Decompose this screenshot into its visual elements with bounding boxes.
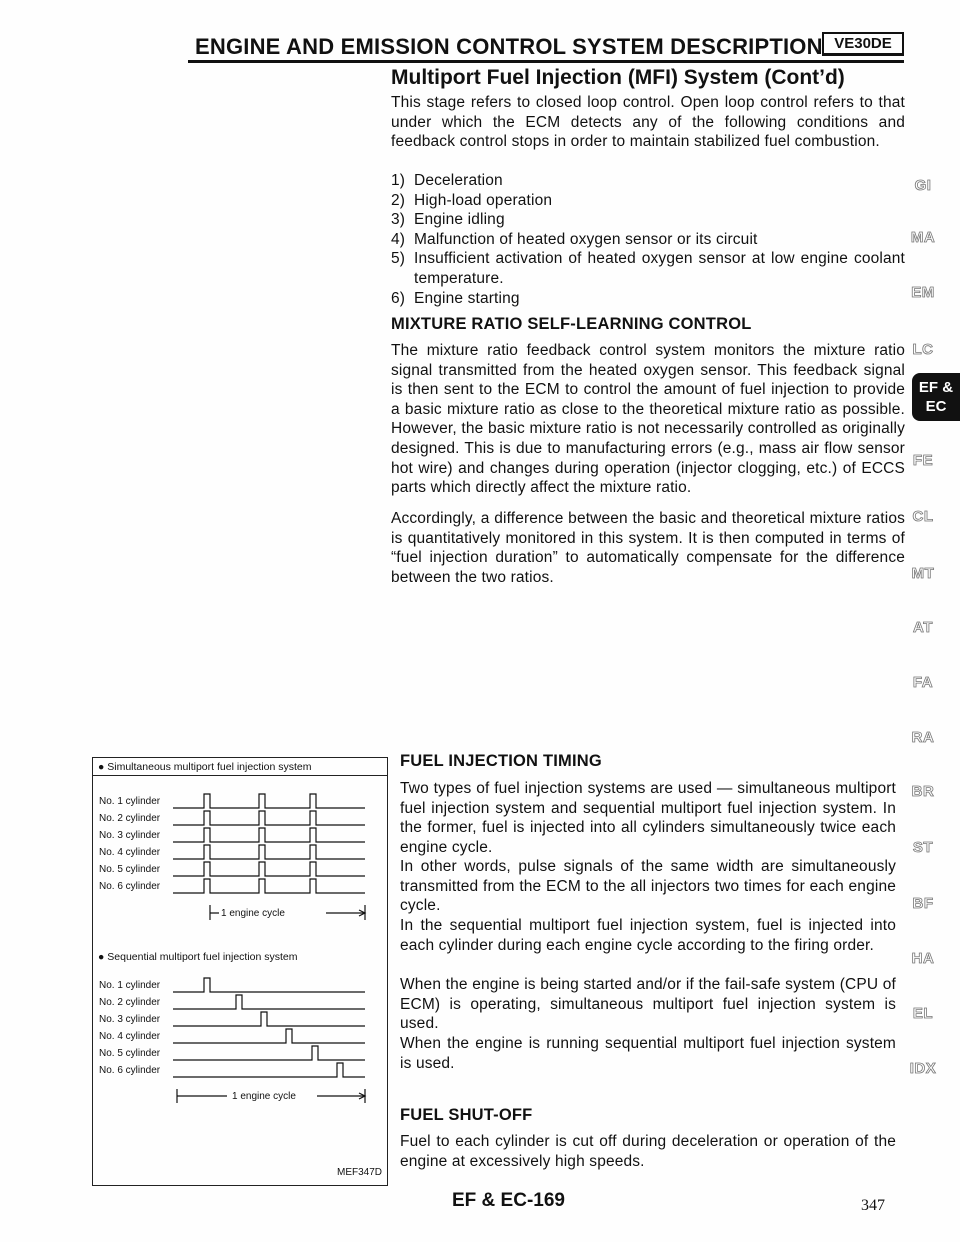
timing-paragraph-2: In other words, pulse signals of the same width are simultaneously transmitted from the ECM to the all injectors two times for each engine cycle. [400, 858, 896, 915]
side-tab-fa[interactable]: FA [912, 674, 934, 691]
sim-cyl-label: No. 6 cylinder [99, 881, 161, 892]
list-text: High-load operation [414, 191, 553, 209]
sim-cyl-label: No. 1 cylinder [99, 796, 161, 807]
list-item [391, 230, 905, 250]
side-tab-mt[interactable]: MT [911, 565, 935, 582]
list-number: 3) [391, 211, 406, 229]
section-title: Multiport Fuel Injection (MFI) System (Cont’d) [391, 66, 845, 89]
list-text: Malfunction of heated oxygen sensor or its circuit [414, 230, 758, 248]
list-number: 5) [391, 250, 406, 268]
footer-page-number: 347 [861, 1197, 885, 1214]
seq-cycle-bracket [177, 1089, 365, 1103]
sim-cyl-label: No. 5 cylinder [99, 864, 161, 875]
timing-paragraph-4: When the engine is being started and/or if the fail-safe system (CPU of ECM) is operating, simultaneous multiport fuel injection system is used. [400, 976, 896, 1033]
seq-pulse-3 [173, 1012, 365, 1026]
shutoff-paragraph: Fuel to each cylinder is cut off during deceleration or operation of the engine at excessively high speeds. [400, 1133, 896, 1170]
seq-cyl-label: No. 3 cylinder [99, 1014, 161, 1025]
sim-cyl-label: No. 3 cylinder [99, 830, 161, 841]
side-tab-ma[interactable]: MA [910, 229, 936, 246]
seq-pulse-6 [173, 1063, 365, 1077]
seq-cycle-label: 1 engine cycle [232, 1091, 296, 1102]
sim-cycle-bracket [210, 905, 365, 920]
side-tab-br[interactable]: BR [911, 783, 935, 800]
page-header-title: ENGINE AND EMISSION CONTROL SYSTEM DESCRIPTION [195, 34, 823, 59]
sim-cycle-label: 1 engine cycle [221, 908, 285, 919]
sim-pulse-6 [173, 879, 365, 893]
sim-pulse-3 [173, 828, 365, 842]
seq-cyl-label: No. 4 cylinder [99, 1031, 161, 1042]
sim-pulse-4 [173, 845, 365, 859]
figure-code: MEF347D [337, 1167, 383, 1178]
active-tab-line-1: EF & [918, 379, 954, 396]
sim-pulse-1 [173, 794, 365, 808]
side-tab-lc[interactable]: LC [912, 341, 934, 358]
side-tab-gi[interactable]: GI [914, 177, 932, 194]
side-tab-idx[interactable]: IDX [909, 1060, 937, 1077]
shutoff-heading: FUEL SHUT-OFF [400, 1106, 533, 1124]
seq-pulse-1 [173, 978, 365, 992]
side-tab-ha[interactable]: HA [911, 950, 935, 967]
list-item [391, 210, 905, 230]
sequential-title: ● Sequential multiport fuel injection system [98, 951, 298, 963]
timing-heading: FUEL INJECTION TIMING [400, 752, 602, 770]
intro-paragraph: This stage refers to closed loop control. Open loop control refers to that under which the ECM detects any of the following conditions and feedback control stops in order to maintain stabilized fuel combustion. [391, 94, 905, 151]
side-tab-em[interactable]: EM [911, 284, 935, 301]
pulse-diagram [93, 758, 387, 1185]
list-number: 4) [391, 230, 406, 248]
list-item [391, 249, 905, 288]
side-tab-ef-ec[interactable] [912, 373, 960, 421]
footer-section-code: EF & EC-169 [452, 1190, 565, 1211]
list-item [391, 191, 905, 211]
seq-pulse-4 [173, 1029, 365, 1043]
list-number: 2) [391, 191, 406, 209]
seq-pulse-2 [173, 995, 365, 1009]
timing-paragraph-1: Two types of fuel injection systems are used — simultaneous multiport fuel injection system and sequential multiport fuel injection system. In the former, fuel is injected into all cylinders simultaneously twice each engine cycle. [400, 780, 896, 856]
side-tab-bf[interactable]: BF [912, 895, 934, 912]
list-text: Engine starting [414, 289, 520, 307]
mixture-heading: MIXTURE RATIO SELF-LEARNING CONTROL [391, 315, 752, 333]
mixture-paragraph-1: The mixture ratio feedback control system monitors the mixture ratio signal transmitted from the heated oxygen sensor. This feedback signal is then sent to the ECM to control the amount of fuel injection to provide a basic mixture ratio as close to the theoretical mixture ratio as possible. However, the basic mixture ratio is not necessarily controlled as originally designed. This is due to manufacturing errors (e.g., mass air flow sensor hot wire) and changes during operation (injector clogging, etc.) of ECCS parts which directly affect the mixture ratio. [391, 342, 905, 497]
sim-pulse-5 [173, 862, 365, 876]
seq-cyl-label: No. 2 cylinder [99, 997, 161, 1008]
side-tab-fe[interactable]: FE [912, 452, 934, 469]
list-text: Deceleration [414, 172, 503, 189]
seq-cyl-label: No. 6 cylinder [99, 1065, 161, 1076]
active-tab-line-2: EC [925, 398, 947, 415]
timing-paragraph-3: In the sequential multiport fuel injection system, fuel is injected into each cylinder during each engine cycle according to the firing order. [400, 917, 896, 954]
sim-cyl-label: No. 2 cylinder [99, 813, 161, 824]
engine-model-badge: VE30DE [822, 32, 904, 56]
simultaneous-title: ● Simultaneous multiport fuel injection system [98, 761, 312, 773]
list-number: 1) [391, 172, 406, 189]
header-rule [188, 60, 904, 63]
sim-cyl-label: No. 4 cylinder [99, 847, 161, 858]
sim-pulse-2 [173, 811, 365, 825]
list-text: Engine idling [414, 211, 505, 229]
list-item [391, 171, 905, 191]
injection-timing-figure [92, 757, 388, 1186]
seq-cyl-label: No. 1 cylinder [99, 980, 161, 991]
list-item [391, 289, 905, 309]
seq-cyl-label: No. 5 cylinder [99, 1048, 161, 1059]
side-tab-st[interactable]: ST [912, 839, 934, 856]
side-tab-at[interactable]: AT [913, 619, 933, 636]
side-tab-cl[interactable]: CL [912, 508, 934, 525]
side-tab-ra[interactable]: RA [911, 729, 935, 746]
mixture-paragraph-2: Accordingly, a difference between the basic and theoretical mixture ratios is quantitatively monitored in this system. It is then computed in terms of “fuel injection duration” to automatically compensate for the difference between the two ratios. [391, 510, 905, 586]
list-text: Insufficient activation of heated oxygen sensor at low engine coolant temperature. [414, 250, 905, 287]
seq-pulse-5 [173, 1046, 365, 1060]
list-number: 6) [391, 289, 406, 307]
side-tab-el[interactable]: EL [912, 1005, 934, 1022]
conditions-list [391, 171, 905, 308]
timing-paragraph-5: When the engine is running sequential multiport fuel injection system is used. [400, 1035, 896, 1072]
